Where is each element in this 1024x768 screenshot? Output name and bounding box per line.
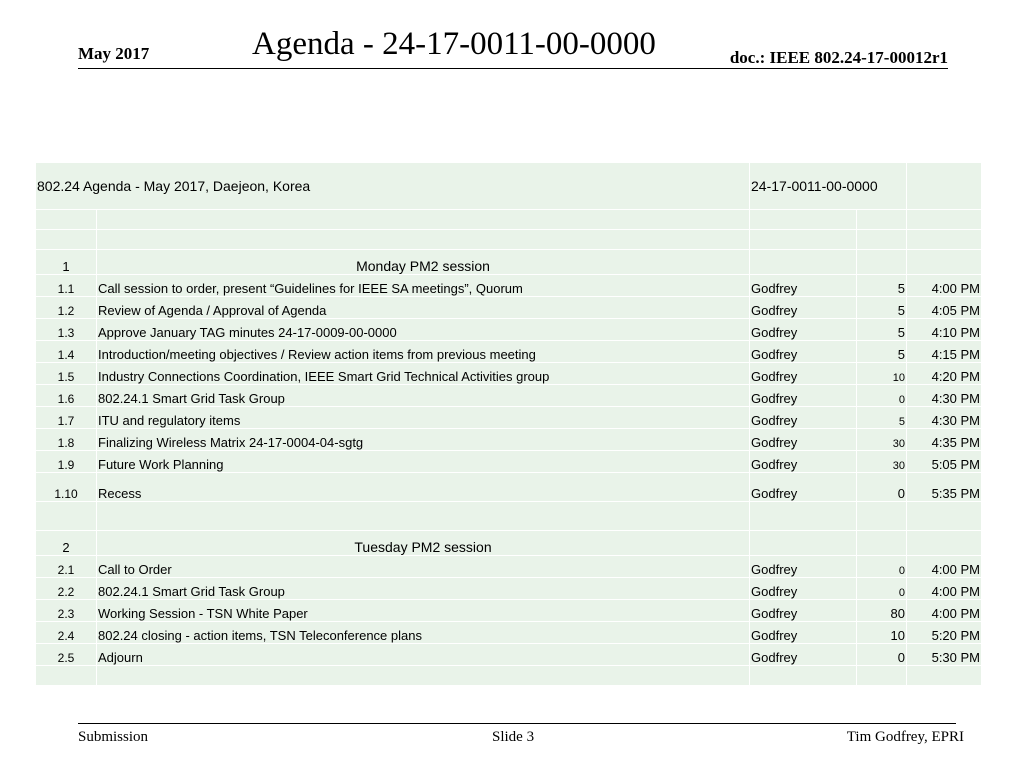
item-minutes: 0 xyxy=(857,556,907,578)
item-minutes: 0 xyxy=(857,578,907,600)
item-description: Review of Agenda / Approval of Agenda xyxy=(97,297,750,319)
item-description: Introduction/meeting objectives / Review action items from previous meeting xyxy=(97,341,750,363)
item-minutes: 80 xyxy=(857,600,907,622)
item-owner: Godfrey xyxy=(750,341,857,363)
item-description: Adjourn xyxy=(97,644,750,666)
item-description: 802.24.1 Smart Grid Task Group xyxy=(97,578,750,600)
item-number: 1.1 xyxy=(36,275,97,297)
item-minutes: 0 xyxy=(857,644,907,666)
item-owner: Godfrey xyxy=(750,275,857,297)
session-number: 1 xyxy=(36,250,97,275)
item-number: 2.3 xyxy=(36,600,97,622)
item-owner: Godfrey xyxy=(750,644,857,666)
item-description: Call to Order xyxy=(97,556,750,578)
agenda-item-row xyxy=(36,451,982,473)
item-start-time: 4:30 PM xyxy=(907,407,982,429)
item-number: 1.7 xyxy=(36,407,97,429)
footer-submission: Submission xyxy=(78,729,149,745)
agenda-item-row xyxy=(36,600,982,622)
agenda-table xyxy=(35,162,982,686)
item-start-time: 4:00 PM xyxy=(907,578,982,600)
session-header-row xyxy=(36,250,982,275)
item-start-time: 4:30 PM xyxy=(907,385,982,407)
spacer-row xyxy=(36,230,982,250)
item-owner: Godfrey xyxy=(750,319,857,341)
item-minutes: 5 xyxy=(857,319,907,341)
item-number: 1.4 xyxy=(36,341,97,363)
item-description: Industry Connections Coordination, IEEE Smart Grid Technical Activities group xyxy=(97,363,750,385)
footer-author: Tim Godfrey, EPRI xyxy=(846,729,964,745)
item-number: 2.2 xyxy=(36,578,97,600)
item-start-time: 5:20 PM xyxy=(907,622,982,644)
item-minutes: 0 xyxy=(857,473,907,502)
item-description: Future Work Planning xyxy=(97,451,750,473)
item-number: 2.1 xyxy=(36,556,97,578)
item-owner: Godfrey xyxy=(750,407,857,429)
spacer-row xyxy=(36,210,982,230)
session-name: Monday PM2 session xyxy=(97,250,750,275)
item-start-time: 5:30 PM xyxy=(907,644,982,666)
item-owner: Godfrey xyxy=(750,578,857,600)
item-number: 1.6 xyxy=(36,385,97,407)
item-description: Working Session - TSN White Paper xyxy=(97,600,750,622)
session-name: Tuesday PM2 session xyxy=(97,531,750,556)
agenda-item-row xyxy=(36,407,982,429)
agenda-item-row xyxy=(36,644,982,666)
header-divider xyxy=(78,68,948,69)
item-start-time: 4:00 PM xyxy=(907,600,982,622)
item-owner: Godfrey xyxy=(750,622,857,644)
item-start-time: 4:05 PM xyxy=(907,297,982,319)
item-minutes: 30 xyxy=(857,451,907,473)
item-minutes: 5 xyxy=(857,341,907,363)
item-start-time: 4:35 PM xyxy=(907,429,982,451)
slide-number: Slide 3 xyxy=(492,729,535,745)
session-number: 2 xyxy=(36,531,97,556)
item-number: 1.8 xyxy=(36,429,97,451)
agenda-title: 802.24 Agenda - May 2017, Daejeon, Korea xyxy=(36,163,750,210)
item-description: 802.24.1 Smart Grid Task Group xyxy=(97,385,750,407)
item-description: Approve January TAG minutes 24-17-0009-00-0000 xyxy=(97,319,750,341)
footer-divider xyxy=(78,723,956,724)
item-start-time: 4:10 PM xyxy=(907,319,982,341)
agenda-item-row xyxy=(36,578,982,600)
agenda-item-row xyxy=(36,341,982,363)
item-owner: Godfrey xyxy=(750,451,857,473)
agenda-doc-number: 24-17-0011-00-0000 xyxy=(750,163,907,210)
agenda-title-row xyxy=(36,163,982,210)
item-description: Finalizing Wireless Matrix 24-17-0004-04-sgtg xyxy=(97,429,750,451)
spacer-row xyxy=(36,502,982,531)
session-header-row xyxy=(36,531,982,556)
item-number: 1.2 xyxy=(36,297,97,319)
item-start-time: 4:00 PM xyxy=(907,556,982,578)
item-owner: Godfrey xyxy=(750,600,857,622)
item-minutes: 10 xyxy=(857,622,907,644)
item-owner: Godfrey xyxy=(750,297,857,319)
item-minutes: 0 xyxy=(857,385,907,407)
item-number: 1.3 xyxy=(36,319,97,341)
item-minutes: 5 xyxy=(857,297,907,319)
item-start-time: 5:05 PM xyxy=(907,451,982,473)
agenda-item-row xyxy=(36,319,982,341)
item-number: 2.4 xyxy=(36,622,97,644)
agenda-item-row xyxy=(36,275,982,297)
agenda-item-row xyxy=(36,556,982,578)
item-owner: Godfrey xyxy=(750,473,857,502)
item-number: 2.5 xyxy=(36,644,97,666)
agenda-item-row xyxy=(36,297,982,319)
item-minutes: 10 xyxy=(857,363,907,385)
item-owner: Godfrey xyxy=(750,385,857,407)
header-doc-number: doc.: IEEE 802.24-17-00012r1 xyxy=(729,48,948,67)
item-minutes: 30 xyxy=(857,429,907,451)
agenda-item-row xyxy=(36,385,982,407)
item-description: 802.24 closing - action items, TSN Teleconference plans xyxy=(97,622,750,644)
agenda-item-row xyxy=(36,622,982,644)
agenda-item-row xyxy=(36,363,982,385)
spacer-row xyxy=(36,666,982,686)
agenda-item-row xyxy=(36,473,982,502)
item-minutes: 5 xyxy=(857,275,907,297)
item-owner: Godfrey xyxy=(750,363,857,385)
agenda-item-row xyxy=(36,429,982,451)
item-description: ITU and regulatory items xyxy=(97,407,750,429)
item-number: 1.10 xyxy=(36,473,97,502)
item-description: Call session to order, present “Guidelines for IEEE SA meetings”, Quorum xyxy=(97,275,750,297)
item-start-time: 4:00 PM xyxy=(907,275,982,297)
item-number: 1.9 xyxy=(36,451,97,473)
item-start-time: 5:35 PM xyxy=(907,473,982,502)
item-number: 1.5 xyxy=(36,363,97,385)
item-owner: Godfrey xyxy=(750,556,857,578)
item-start-time: 4:15 PM xyxy=(907,341,982,363)
item-start-time: 4:20 PM xyxy=(907,363,982,385)
slide-title: Agenda - 24-17-0011-00-0000 xyxy=(252,26,656,62)
item-description: Recess xyxy=(97,473,750,502)
item-owner: Godfrey xyxy=(750,429,857,451)
header-date: May 2017 xyxy=(78,44,150,63)
item-minutes: 5 xyxy=(857,407,907,429)
